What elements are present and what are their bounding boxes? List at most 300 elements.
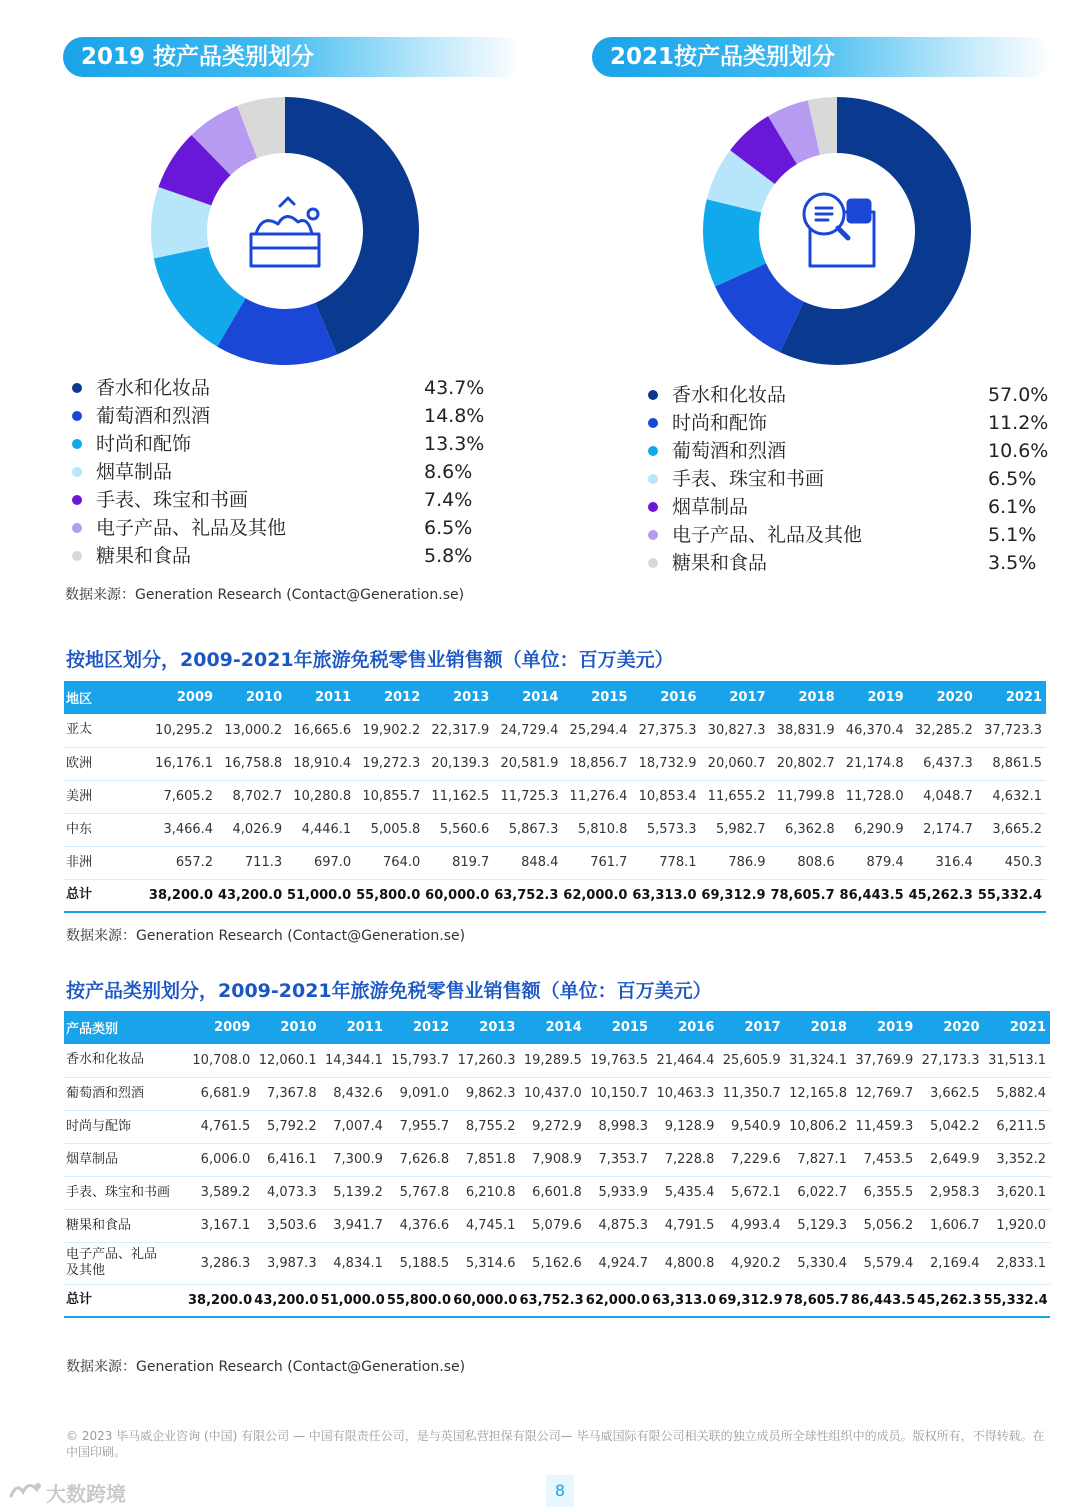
table-cell: 18,910.4 <box>286 747 355 780</box>
row-label: 糖果和食品 <box>64 1209 188 1242</box>
table-cell: 16,665.6 <box>286 714 355 747</box>
table-cell: 18,856.7 <box>562 747 631 780</box>
legend-value: 6.5% <box>424 517 473 539</box>
legend-swatch <box>72 383 82 393</box>
table-row <box>64 714 1046 747</box>
table-cell: 9,272.9 <box>519 1110 585 1143</box>
table-cell: 19,272.3 <box>355 747 424 780</box>
table-cell: 7,851.8 <box>453 1143 519 1176</box>
table-cell: 8,702.7 <box>217 780 286 813</box>
table-cell: 1,606.7 <box>917 1209 983 1242</box>
column-header-year: 2015 <box>562 681 631 714</box>
table-cell: 60,000.0 <box>424 879 493 912</box>
donut-slices-2019 <box>151 97 419 365</box>
table-cell: 3,589.2 <box>188 1176 254 1209</box>
legend-value: 5.1% <box>988 524 1037 546</box>
column-header-year: 2015 <box>586 1011 652 1044</box>
table-cell: 7,229.6 <box>718 1143 784 1176</box>
table-cell: 20,060.7 <box>701 747 770 780</box>
column-header-year: 2020 <box>917 1011 983 1044</box>
legend-value: 6.1% <box>988 496 1037 518</box>
table-cell: 86,443.5 <box>839 879 908 912</box>
table-cell: 12,060.1 <box>254 1044 320 1077</box>
table-cell: 15,793.7 <box>387 1044 453 1077</box>
legend-swatch <box>648 446 658 456</box>
column-header-category: 产品类别 <box>64 1011 188 1044</box>
legend-label: 时尚和配饰 <box>96 433 192 455</box>
table-cell: 6,022.7 <box>785 1176 851 1209</box>
region-sales-table <box>64 681 1046 913</box>
table-cell: 3,620.1 <box>984 1176 1050 1209</box>
legend-swatch <box>648 418 658 428</box>
table-row <box>64 1209 1050 1242</box>
table-cell: 786.9 <box>701 846 770 879</box>
row-label: 总计 <box>64 1284 188 1317</box>
table-cell: 7,367.8 <box>254 1077 320 1110</box>
table-cell: 6,006.0 <box>188 1143 254 1176</box>
donut-chart-2019 <box>150 96 420 366</box>
table-cell: 11,162.5 <box>424 780 493 813</box>
table-cell: 51,000.0 <box>321 1284 387 1317</box>
table-cell: 5,560.6 <box>424 813 493 846</box>
table-cell: 764.0 <box>355 846 424 879</box>
table-cell: 9,091.0 <box>387 1077 453 1110</box>
legend-swatch <box>72 439 82 449</box>
column-header-year: 2010 <box>217 681 286 714</box>
table-cell: 5,005.8 <box>355 813 424 846</box>
table-cell: 55,332.4 <box>984 1284 1050 1317</box>
table-cell: 25,294.4 <box>562 714 631 747</box>
legend-label: 葡萄酒和烈酒 <box>672 440 787 462</box>
table-cell: 10,280.8 <box>286 780 355 813</box>
table-cell: 27,173.3 <box>917 1044 983 1077</box>
table-cell: 5,579.4 <box>851 1242 917 1284</box>
table-cell: 4,761.5 <box>188 1110 254 1143</box>
table-cell: 62,000.0 <box>586 1284 652 1317</box>
legend-label: 时尚和配饰 <box>672 412 768 434</box>
column-header-year: 2010 <box>254 1011 320 1044</box>
table-cell: 78,605.7 <box>785 1284 851 1317</box>
table-cell: 7,300.9 <box>321 1143 387 1176</box>
legend-swatch <box>648 474 658 484</box>
table-cell: 11,350.7 <box>718 1077 784 1110</box>
table-cell: 9,540.9 <box>718 1110 784 1143</box>
table-row <box>64 846 1046 879</box>
table-cell: 6,416.1 <box>254 1143 320 1176</box>
table-cell: 45,262.3 <box>908 879 977 912</box>
table-cell: 12,165.8 <box>785 1077 851 1110</box>
table-row <box>64 747 1046 780</box>
legend-value: 5.8% <box>424 545 473 567</box>
table-cell: 3,941.7 <box>321 1209 387 1242</box>
region-table-source: 数据来源：Generation Research (Contact@Generation.se) <box>66 928 466 944</box>
column-header-year: 2016 <box>631 681 700 714</box>
table-cell: 60,000.0 <box>453 1284 519 1317</box>
legend-item <box>72 514 492 542</box>
table-cell: 5,982.7 <box>701 813 770 846</box>
table-cell: 879.4 <box>839 846 908 879</box>
table-cell: 1,920.0 <box>984 1209 1050 1242</box>
table-cell: 32,285.2 <box>908 714 977 747</box>
table-cell: 17,260.3 <box>453 1044 519 1077</box>
legend-item <box>72 458 492 486</box>
table-cell: 19,289.5 <box>519 1044 585 1077</box>
legend-swatch <box>648 558 658 568</box>
table-cell: 38,831.9 <box>770 714 839 747</box>
table-total-row <box>64 879 1046 912</box>
table-cell: 5,129.3 <box>785 1209 851 1242</box>
legend-swatch <box>648 530 658 540</box>
table-cell: 63,752.3 <box>493 879 562 912</box>
table-cell: 4,875.3 <box>586 1209 652 1242</box>
table-cell: 2,174.7 <box>908 813 977 846</box>
row-label: 亚太 <box>64 714 148 747</box>
watermark-icon <box>8 1478 44 1504</box>
table-cell: 5,882.4 <box>984 1077 1050 1110</box>
table-cell: 5,435.4 <box>652 1176 718 1209</box>
table-cell: 316.4 <box>908 846 977 879</box>
table-cell: 69,312.9 <box>718 1284 784 1317</box>
row-label: 手表、珠宝和书画 <box>64 1176 188 1209</box>
table-cell: 10,708.0 <box>188 1044 254 1077</box>
table-cell: 7,453.5 <box>851 1143 917 1176</box>
row-label: 烟草制品 <box>64 1143 188 1176</box>
table-cell: 8,755.2 <box>453 1110 519 1143</box>
table-cell: 38,200.0 <box>188 1284 254 1317</box>
table-cell: 2,649.9 <box>917 1143 983 1176</box>
table-cell: 30,827.3 <box>701 714 770 747</box>
table-cell: 848.4 <box>493 846 562 879</box>
table-cell: 808.6 <box>770 846 839 879</box>
table-cell: 657.2 <box>148 846 217 879</box>
table-cell: 38,200.0 <box>148 879 217 912</box>
legend-label: 糖果和食品 <box>96 545 192 567</box>
table-header-row <box>64 681 1046 714</box>
legend-value: 13.3% <box>424 433 485 455</box>
table-cell: 55,332.4 <box>977 879 1046 912</box>
legend-swatch <box>648 390 658 400</box>
table-cell: 5,792.2 <box>254 1110 320 1143</box>
table-cell: 4,834.1 <box>321 1242 387 1284</box>
table-cell: 11,459.3 <box>851 1110 917 1143</box>
legend-value: 10.6% <box>988 440 1049 462</box>
table-row <box>64 780 1046 813</box>
watermark-logo: 大数跨境 <box>46 1482 126 1506</box>
table-row <box>64 1077 1050 1110</box>
legend-label: 葡萄酒和烈酒 <box>96 405 211 427</box>
table-cell: 10,463.3 <box>652 1077 718 1110</box>
table-cell: 27,375.3 <box>631 714 700 747</box>
table-cell: 22,317.9 <box>424 714 493 747</box>
row-label: 欧洲 <box>64 747 148 780</box>
document-search-icon <box>804 194 874 266</box>
row-label: 香水和化妆品 <box>64 1044 188 1077</box>
chart-title-2021: 2021按产品类别划分 <box>592 37 1052 77</box>
table-cell: 37,769.9 <box>851 1044 917 1077</box>
table-cell: 8,998.3 <box>586 1110 652 1143</box>
table-cell: 4,924.7 <box>586 1242 652 1284</box>
table-cell: 31,513.1 <box>984 1044 1050 1077</box>
legend-label: 烟草制品 <box>672 496 749 518</box>
legend-value: 57.0% <box>988 384 1049 406</box>
table-cell: 3,503.6 <box>254 1209 320 1242</box>
table-cell: 55,800.0 <box>355 879 424 912</box>
table-cell: 5,767.8 <box>387 1176 453 1209</box>
table-cell: 3,352.2 <box>984 1143 1050 1176</box>
column-header-year: 2009 <box>188 1011 254 1044</box>
column-header-year: 2013 <box>424 681 493 714</box>
table-cell: 21,464.4 <box>652 1044 718 1077</box>
table-cell: 62,000.0 <box>562 879 631 912</box>
data-source-note: 数据来源：Generation Research (Contact@Generation.se) <box>65 587 465 603</box>
column-header-year: 2014 <box>519 1011 585 1044</box>
table-cell: 2,958.3 <box>917 1176 983 1209</box>
table-cell: 51,000.0 <box>286 879 355 912</box>
legend-item <box>648 437 1048 465</box>
table-cell: 819.7 <box>424 846 493 879</box>
shopping-basket-icon <box>251 198 319 266</box>
column-header-year: 2017 <box>718 1011 784 1044</box>
region-table-title: 按地区划分，2009-2021年旅游免税零售业销售额（单位：百万美元） <box>66 649 674 671</box>
legend-swatch <box>648 502 658 512</box>
table-cell: 3,665.2 <box>977 813 1046 846</box>
table-cell: 18,732.9 <box>631 747 700 780</box>
legend-label: 电子产品、礼品及其他 <box>96 517 287 539</box>
legend-label: 香水和化妆品 <box>96 377 211 399</box>
table-cell: 5,162.6 <box>519 1242 585 1284</box>
table-cell: 10,806.2 <box>785 1110 851 1143</box>
column-header-year: 2019 <box>851 1011 917 1044</box>
table-cell: 6,211.5 <box>984 1110 1050 1143</box>
table-cell: 6,601.8 <box>519 1176 585 1209</box>
table-cell: 63,313.0 <box>631 879 700 912</box>
donut-chart-2021 <box>702 96 972 366</box>
legend-swatch <box>72 551 82 561</box>
table-cell: 20,802.7 <box>770 747 839 780</box>
table-cell: 5,933.9 <box>586 1176 652 1209</box>
table-cell: 5,810.8 <box>562 813 631 846</box>
row-label: 葡萄酒和烈酒 <box>64 1077 188 1110</box>
table-cell: 7,605.2 <box>148 780 217 813</box>
table-cell: 761.7 <box>562 846 631 879</box>
table-row <box>64 813 1046 846</box>
table-cell: 711.3 <box>217 846 286 879</box>
column-header-year: 2014 <box>493 681 562 714</box>
column-header-year: 2021 <box>977 681 1046 714</box>
table-cell: 11,655.2 <box>701 780 770 813</box>
table-cell: 5,079.6 <box>519 1209 585 1242</box>
column-header-year: 2009 <box>148 681 217 714</box>
table-cell: 10,853.4 <box>631 780 700 813</box>
table-cell: 20,581.9 <box>493 747 562 780</box>
table-row <box>64 1143 1050 1176</box>
table-cell: 25,605.9 <box>718 1044 784 1077</box>
legend-label: 糖果和食品 <box>672 552 768 574</box>
table-cell: 4,791.5 <box>652 1209 718 1242</box>
table-cell: 3,466.4 <box>148 813 217 846</box>
legend-label: 手表、珠宝和书画 <box>96 489 249 511</box>
table-cell: 3,987.3 <box>254 1242 320 1284</box>
table-cell: 4,073.3 <box>254 1176 320 1209</box>
legend-value: 7.4% <box>424 489 473 511</box>
legend-swatch <box>72 467 82 477</box>
legend-label: 手表、珠宝和书画 <box>672 468 825 490</box>
legend-item <box>72 486 492 514</box>
table-cell: 6,681.9 <box>188 1077 254 1110</box>
chart-title-2019: 2019 按产品类别划分 <box>63 37 523 77</box>
column-header-year: 2020 <box>908 681 977 714</box>
table-cell: 5,867.3 <box>493 813 562 846</box>
table-cell: 19,902.2 <box>355 714 424 747</box>
table-cell: 7,955.7 <box>387 1110 453 1143</box>
table-row <box>64 1110 1050 1143</box>
table-cell: 19,763.5 <box>586 1044 652 1077</box>
legend-swatch <box>72 411 82 421</box>
table-cell: 43,200.0 <box>254 1284 320 1317</box>
table-cell: 2,169.4 <box>917 1242 983 1284</box>
table-total-row <box>64 1284 1050 1317</box>
legend-2019 <box>72 374 492 570</box>
table-cell: 11,725.3 <box>493 780 562 813</box>
table-cell: 10,437.0 <box>519 1077 585 1110</box>
table-row <box>64 1044 1050 1077</box>
table-cell: 21,174.8 <box>839 747 908 780</box>
table-cell: 6,437.3 <box>908 747 977 780</box>
legend-item <box>648 521 1048 549</box>
table-cell: 11,728.0 <box>839 780 908 813</box>
row-label: 电子产品、礼品 及其他 <box>64 1242 188 1284</box>
table-cell: 4,920.2 <box>718 1242 784 1284</box>
table-cell: 11,276.4 <box>562 780 631 813</box>
table-cell: 9,128.9 <box>652 1110 718 1143</box>
table-cell: 6,362.8 <box>770 813 839 846</box>
legend-item <box>648 465 1048 493</box>
table-cell: 12,769.7 <box>851 1077 917 1110</box>
table-cell: 778.1 <box>631 846 700 879</box>
legend-value: 11.2% <box>988 412 1049 434</box>
table-cell: 5,314.6 <box>453 1242 519 1284</box>
column-header-year: 2018 <box>785 1011 851 1044</box>
table-cell: 2,833.1 <box>984 1242 1050 1284</box>
product-table-title: 按产品类别划分，2009-2021年旅游免税零售业销售额（单位：百万美元） <box>66 980 712 1002</box>
table-cell: 4,376.6 <box>387 1209 453 1242</box>
table-cell: 8,432.6 <box>321 1077 387 1110</box>
table-cell: 16,758.8 <box>217 747 286 780</box>
row-label: 总计 <box>64 879 148 912</box>
table-cell: 63,313.0 <box>652 1284 718 1317</box>
table-cell: 45,262.3 <box>917 1284 983 1317</box>
column-header-year: 2018 <box>770 681 839 714</box>
table-cell: 5,672.1 <box>718 1176 784 1209</box>
table-cell: 7,827.1 <box>785 1143 851 1176</box>
table-cell: 10,295.2 <box>148 714 217 747</box>
legend-item <box>648 493 1048 521</box>
legend-item <box>72 374 492 402</box>
table-cell: 4,745.1 <box>453 1209 519 1242</box>
table-cell: 13,000.2 <box>217 714 286 747</box>
table-cell: 4,800.8 <box>652 1242 718 1284</box>
table-cell: 8,861.5 <box>977 747 1046 780</box>
product-sales-table <box>64 1011 1050 1318</box>
legend-label: 香水和化妆品 <box>672 384 787 406</box>
table-cell: 10,855.7 <box>355 780 424 813</box>
row-label: 中东 <box>64 813 148 846</box>
column-header-year: 2019 <box>839 681 908 714</box>
column-header-year: 2017 <box>701 681 770 714</box>
legend-item <box>72 402 492 430</box>
page-number: 8 <box>546 1475 574 1507</box>
table-cell: 5,139.2 <box>321 1176 387 1209</box>
table-cell: 7,007.4 <box>321 1110 387 1143</box>
table-cell: 43,200.0 <box>217 879 286 912</box>
column-header-year: 2021 <box>984 1011 1050 1044</box>
table-cell: 3,286.3 <box>188 1242 254 1284</box>
table-row <box>64 1242 1050 1284</box>
legend-item <box>648 409 1048 437</box>
table-cell: 10,150.7 <box>586 1077 652 1110</box>
column-header-year: 2013 <box>453 1011 519 1044</box>
table-cell: 6,210.8 <box>453 1176 519 1209</box>
table-cell: 46,370.4 <box>839 714 908 747</box>
table-cell: 697.0 <box>286 846 355 879</box>
table-cell: 7,626.8 <box>387 1143 453 1176</box>
legend-item <box>648 549 1048 577</box>
row-label: 美洲 <box>64 780 148 813</box>
column-header-year: 2011 <box>286 681 355 714</box>
table-cell: 5,188.5 <box>387 1242 453 1284</box>
row-label: 非洲 <box>64 846 148 879</box>
column-header-year: 2012 <box>387 1011 453 1044</box>
table-cell: 7,908.9 <box>519 1143 585 1176</box>
table-cell: 63,752.3 <box>519 1284 585 1317</box>
table-cell: 7,228.8 <box>652 1143 718 1176</box>
table-cell: 4,632.1 <box>977 780 1046 813</box>
table-cell: 4,446.1 <box>286 813 355 846</box>
legend-value: 14.8% <box>424 405 485 427</box>
column-header-category: 地区 <box>64 681 148 714</box>
table-cell: 5,056.2 <box>851 1209 917 1242</box>
table-cell: 37,723.3 <box>977 714 1046 747</box>
table-cell: 9,862.3 <box>453 1077 519 1110</box>
table-cell: 6,355.5 <box>851 1176 917 1209</box>
table-cell: 14,344.1 <box>321 1044 387 1077</box>
legend-item <box>72 430 492 458</box>
table-cell: 4,993.4 <box>718 1209 784 1242</box>
copyright-footer: © 2023 毕马威企业咨询 (中国) 有限公司 — 中国有限责任公司，是与英国私营担保有限公司— 毕马威国际有限公司相关联的独立成员所全球性组织中的成员。版权所有，不得转载。在中国印刷。 <box>66 1429 1045 1459</box>
table-row <box>64 1176 1050 1209</box>
table-cell: 11,799.8 <box>770 780 839 813</box>
table-cell: 69,312.9 <box>701 879 770 912</box>
table-cell: 4,048.7 <box>908 780 977 813</box>
table-cell: 20,139.3 <box>424 747 493 780</box>
table-cell: 7,353.7 <box>586 1143 652 1176</box>
legend-value: 3.5% <box>988 552 1037 574</box>
table-cell: 6,290.9 <box>839 813 908 846</box>
legend-value: 8.6% <box>424 461 473 483</box>
table-cell: 5,330.4 <box>785 1242 851 1284</box>
legend-swatch <box>72 495 82 505</box>
column-header-year: 2012 <box>355 681 424 714</box>
legend-item <box>648 381 1048 409</box>
legend-value: 43.7% <box>424 377 485 399</box>
legend-2021 <box>648 381 1048 577</box>
column-header-year: 2011 <box>321 1011 387 1044</box>
table-cell: 16,176.1 <box>148 747 217 780</box>
table-cell: 78,605.7 <box>770 879 839 912</box>
column-header-year: 2016 <box>652 1011 718 1044</box>
table-cell: 31,324.1 <box>785 1044 851 1077</box>
row-label: 时尚与配饰 <box>64 1110 188 1143</box>
